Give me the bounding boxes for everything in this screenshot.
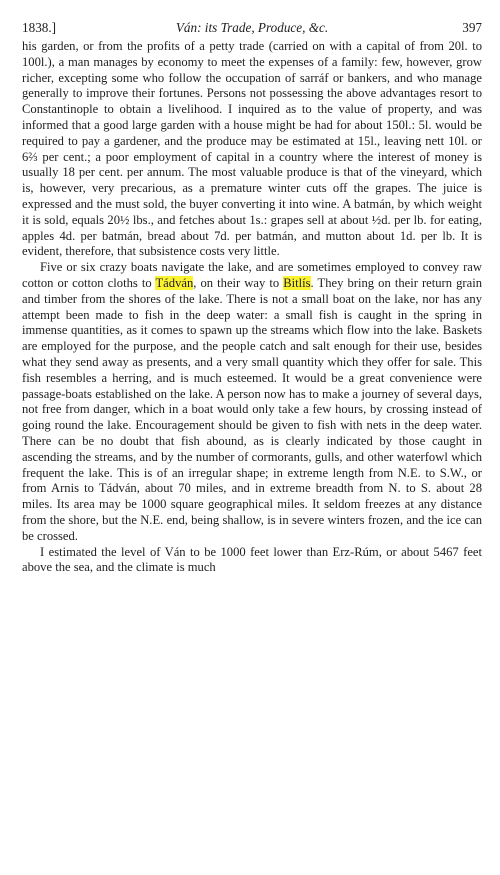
paragraph (22, 545, 482, 577)
paragraph (22, 260, 482, 544)
paragraph-text: Five or six crazy boats navigate the lake, and are sometimes employed to convey raw cotton or cotton cloths to (22, 260, 482, 290)
paragraph (22, 39, 482, 260)
highlighted-place-name: Tádván (155, 275, 194, 290)
page-body (22, 39, 482, 576)
running-header (22, 19, 482, 37)
highlighted-place-name: Bitlís (283, 275, 311, 290)
header-title: Ván: its Trade, Produce, &c. (175, 20, 329, 35)
paragraph-text: , on their way to (193, 275, 284, 290)
page-number: 397 (462, 20, 482, 35)
header-year: 1838.] (22, 20, 57, 35)
paragraph-text: his garden, or from the profits of a petty trade (carried on with a capital of from 20l. to 100l.), a man manages by economy to meet the expenses of a family: few, however, grow richer, excepting some who follow the occupation of sarráf or bankers, and who manage generally to improve their fortunes. Persons not possessing the above advantages resort to Constantinople to obtain a livelihood. I inquired as to the value of property, and was informed that a good large garden with a house might be had for about 150l.: 5l. would be required to pay a gardener, and the produce may be estimated at 15l., leaving nett 10l. or 6⅔ per cent.; a poor employment of capital in a country where the interest of money is usually 18 per cent. per annum. The most valuable produce is that of the vineyard, which is, however, very precarious, as a premature winter cuts off the grapes. The juice is expressed and the must sold, the buyer converting it into wine. A batmán, by which weight it is sold, equals 20½ lbs., and fetches about 1s.: grapes sell at about ½d. per lb. for eating, apples 4d. per batmán, bread about 7d. per batmán, and mutton about 1d. per lb. It is evident, therefore, that subsistence costs very little. (22, 39, 482, 259)
paragraph-text: . They bring on their return grain and timber from the shores of the lake. There is not a small boat on the lake, nor has any attempt been made to fish in the deep water: a small fish is caught in the spring in immense quantities, as it comes to spawn up the streams which flow into the lake. Baskets are employed for the purpose, and the people catch and salt enough for their use, besides what they send away as presents, and a very small quantity which they offer for sale. This fish resembles a herring, and is much esteemed. It would be a great convenience were passage-boats established on the lake. A person now has to make a journey of several days, not free from danger, which in a boat would only take a few hours, by crossing instead of going round the lake. Encouragement should be given to fish with nets in the deep water. There can be no doubt that fish abound, as is clearly indicated by those caught in ascending the streams, and by the number of cormorants, gulls, and other waterfowl which frequent the lake. This is of an irregular shape; in extreme length from N.E. to S.W., or from Arnis to Tádván, about 70 miles, and in extreme breadth from N. to S. about 28 miles. Its area may be 1000 square geographical miles. It seldom freezes at any distance from the shore, but the N.E. end, being shallow, is in severe winters frozen, and the ice can be crossed. (22, 275, 482, 543)
paragraph-text: I estimated the level of Ván to be 1000 feet lower than Erz-Rúm, or about 5467 feet above the sea, and the climate is much (22, 544, 482, 575)
